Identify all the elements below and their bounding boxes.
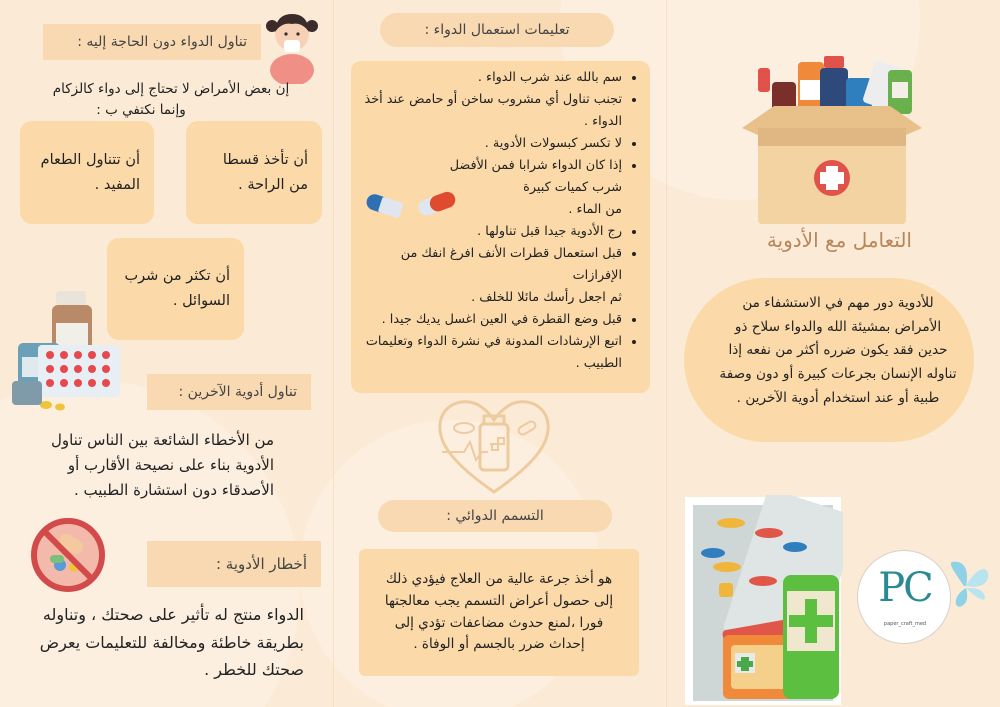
list-item-text: قبل استعمال قطرات الأنف افرغ انفك من الإفرازات — [400, 246, 622, 283]
page-title — [700, 228, 912, 252]
dangers-text-content: الدواء منتج له تأثير على صحتك ، وتناوله بطريقة خاطئة ومخالفة للتعليمات يعرض صحتك للخطر . — [39, 605, 304, 680]
card-fluids-text: أن تكثر من شرب السوائل . — [124, 268, 230, 309]
intro-paragraph — [718, 292, 958, 410]
pill-blister-illustration — [683, 495, 843, 707]
heading-poisoning — [378, 500, 612, 532]
logo — [857, 550, 951, 644]
pill-bottles-illustration — [8, 285, 126, 415]
list-item-continuation: من الماء . — [568, 202, 622, 217]
intro-line-2: وإنما نكتفي ب : — [96, 101, 186, 118]
heading-poisoning-text: التسمم الدوائي : — [446, 508, 544, 524]
intro-paragraph-text: للأدوية دور مهم في الاستشفاء من الأمراض بمشيئة الله والدواء سلاح ذو حدين فقد يكون ضرره أكثر من نفعه إذا تناوله الإنسان بجرعات كبيرة أو دون وصفة طبية أو عند استخدام أدوية الآخرين . — [719, 295, 957, 406]
list-item: • قبل وضع القطرة في العين اغسل يديك جيدا . — [361, 309, 622, 331]
list-item: • تجنب تناول أي مشروب ساخن أو حامض عند أخذ الدواء . — [361, 89, 622, 133]
heading-dangers — [147, 541, 321, 587]
others-text — [44, 428, 274, 502]
heading-dangers-text: أخطار الأدوية : — [215, 555, 307, 573]
card-food — [20, 121, 154, 224]
panel-divider — [666, 0, 667, 707]
intro-text — [30, 79, 312, 121]
list-item-continuation: ثم اجعل رأسك مائلا للخلف . — [471, 290, 622, 305]
heading-others — [147, 374, 311, 410]
sneezing-girl-illustration — [262, 4, 322, 84]
page-title-text: التعامل مع الأدوية — [766, 228, 912, 252]
panel-divider — [333, 0, 334, 707]
medicine-box-icon — [738, 52, 924, 228]
butterfly-icon — [944, 556, 994, 616]
poisoning-card — [359, 549, 639, 676]
heading-instructions — [380, 13, 614, 47]
others-text-content: من الأخطاء الشائعة بين الناس تناول الأدوية بناء على نصيحة الأقارب أو الأصدقاء دون استشارة الطبيب . — [50, 431, 274, 499]
poisoning-text: هو أخذ جرعة عالية من العلاج فيؤدي ذلك إلى حصول أعراض التسمم يجب معالجتها فورا ،لمنع حدوث مضاعفات تؤدي إلى إحداث ضرر بالجسم أو الوفاة . — [384, 571, 614, 653]
logo-letters: PC — [878, 565, 932, 611]
no-pills-icon — [28, 515, 108, 595]
heart-medicine-icon — [434, 394, 554, 498]
logo-caption: paper_craft_med — [883, 621, 927, 627]
card-rest — [186, 121, 322, 224]
heading-no-need-text: تناول الدواء دون الحاجة إليه : — [77, 34, 247, 50]
list-item: • اتبع الإرشادات المدونة في نشرة الدواء وتعليمات الطبيب . — [361, 331, 622, 375]
intro-line-1: إن بعض الأمراض لا تحتاج إلى دواء كالزكام — [52, 81, 290, 97]
capsule-icon — [362, 182, 462, 228]
dangers-text — [28, 601, 304, 684]
heading-others-text: تناول أدوية الآخرين : — [178, 384, 297, 400]
list-item-text: إذا كان الدواء شرابا فمن الأفضل شرب كميات كبيرة — [449, 158, 622, 195]
heading-instructions-text: تعليمات استعمال الدواء : — [424, 22, 570, 38]
heading-no-need — [43, 24, 261, 60]
list-item: • رج الأدوية جيدا قبل تناولها . — [361, 221, 622, 243]
list-item: • لا تكسر كبسولات الأدوية . — [361, 133, 622, 155]
list-item: • سم بالله عند شرب الدواء . — [361, 67, 622, 89]
list-item — [361, 243, 622, 309]
card-food-text: أن تتناول الطعام المفيد . — [40, 151, 140, 193]
card-fluids — [107, 238, 244, 340]
card-rest-text: أن تأخذ قسطا من الراحة . — [222, 151, 308, 193]
